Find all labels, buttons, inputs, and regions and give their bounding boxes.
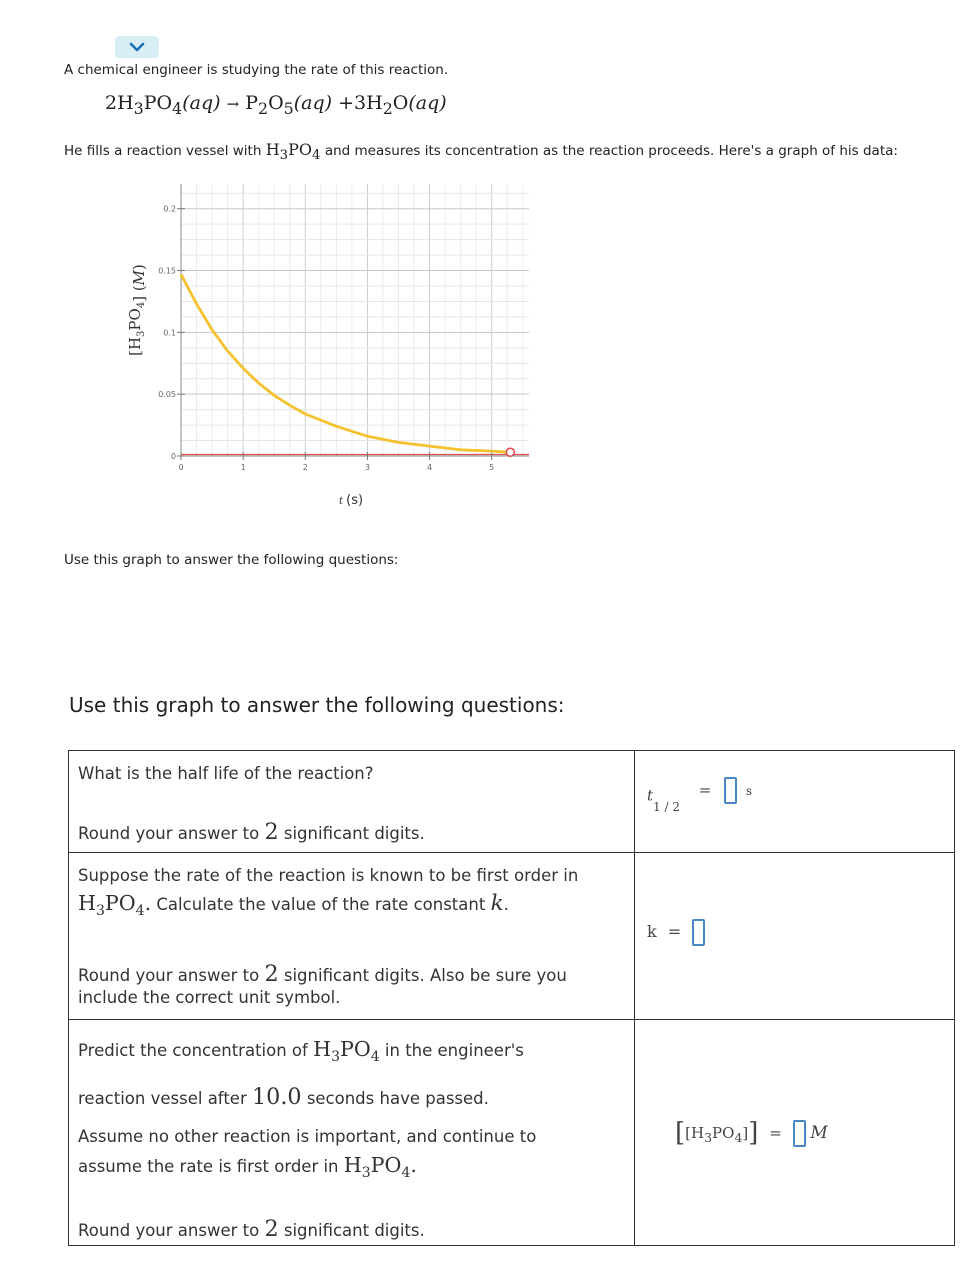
x-axis-label: t (s) [338,493,364,508]
product1-formula: $P_2O_5$ [245,92,294,118]
predict-species: $H_3PO_4$ [313,1037,380,1066]
concentration-input[interactable] [793,1120,806,1147]
rate-constant-input[interactable] [692,919,705,946]
x-tick-label: 4 [427,463,433,472]
concentration-answer-row: $[[H_3PO_4]] = M$ [675,1118,828,1148]
y-tick-label: 0 [170,452,176,461]
use-graph-heading: Use this graph to answer the following questions: [69,693,565,717]
half-life-answer-row: $t_{1 / 2} = ^s$ [647,783,752,810]
endpoint-marker [506,448,514,456]
x-tick-label: 3 [364,463,370,472]
half-life-input[interactable] [724,777,737,804]
y-axis-label: $[H_3PO_4]$ (M) [126,264,148,356]
predict-species2: $H_3PO_4$. [343,1153,417,1182]
x-tick-label: 0 [178,463,184,472]
question-half-life [69,751,635,853]
chevron-down-icon [115,36,159,58]
rate-constant-prompt-line2: $H_3PO_4$. Calculate the value of the rate constant k. [78,891,509,920]
rate-constant-answer-row: k = [647,919,705,946]
fills-species: $H_3PO_4$ [265,140,321,164]
x-tick-label: 2 [302,463,308,472]
question-predict-concentration [69,1020,635,1246]
predict-rounding: Round your answer to 2 significant digits. [78,1216,425,1242]
answer-concentration-cell [635,1020,955,1246]
half-life-rounding: Round your answer to 2 significant digits. [78,819,425,845]
rate-constant-rounding: Round your answer to 2 significant digits. Also be sure you [78,961,567,987]
intro-text: A chemical engineer is studying the rate of this reaction. [64,62,449,78]
use-graph-small-text: Use this graph to answer the following questions: [64,552,399,568]
y-tick-label: 0.15 [158,266,176,276]
y-tick-label: 0.1 [163,328,176,338]
x-tick-label: 1 [240,463,246,472]
predict-line4: assume the rate is first order in $H_3PO_4$. [78,1153,417,1182]
reaction-equation: $2H_3PO_4(aq) \to P_2O_5(aq) +3H_2O(aq)$ [105,92,447,118]
y-tick-label: 0.05 [158,390,176,400]
answer-rate-constant-cell [635,853,955,1020]
answer-half-life-cell [635,751,955,853]
rate-constant-species: $H_3PO_4$. [78,891,152,920]
y-tick-label: 0.2 [163,204,176,214]
question-rate-constant [69,853,635,1020]
rate-constant-prompt: Suppose the rate of the reaction is known to be first order in [78,866,579,885]
predict-line1: Predict the concentration of $H_3PO_4$ in the engineer's [78,1037,524,1066]
reactant-formula: $H_3PO_4$ [117,92,183,118]
product2-formula: $H_2O$ [366,92,409,118]
questions-table [68,750,955,1246]
concentration-chart [110,176,540,516]
predict-line2: reaction vessel after 10.0 seconds have passed. [78,1084,489,1110]
x-tick-label: 5 [489,463,495,472]
answer-species: $[H_3PO_4]$ [685,1124,749,1145]
rate-constant-rounding-line2: include the correct unit symbol. [78,988,341,1007]
half-life-prompt: What is the half life of the reaction? [78,764,374,783]
predict-line3: Assume no other reaction is important, and continue to [78,1127,537,1146]
fills-text: He fills a reaction vessel with $H_3PO_4$ and measures its concentration as the reaction proceeds. Here's a graph of his data: [64,140,898,164]
expand-button[interactable] [115,36,159,58]
